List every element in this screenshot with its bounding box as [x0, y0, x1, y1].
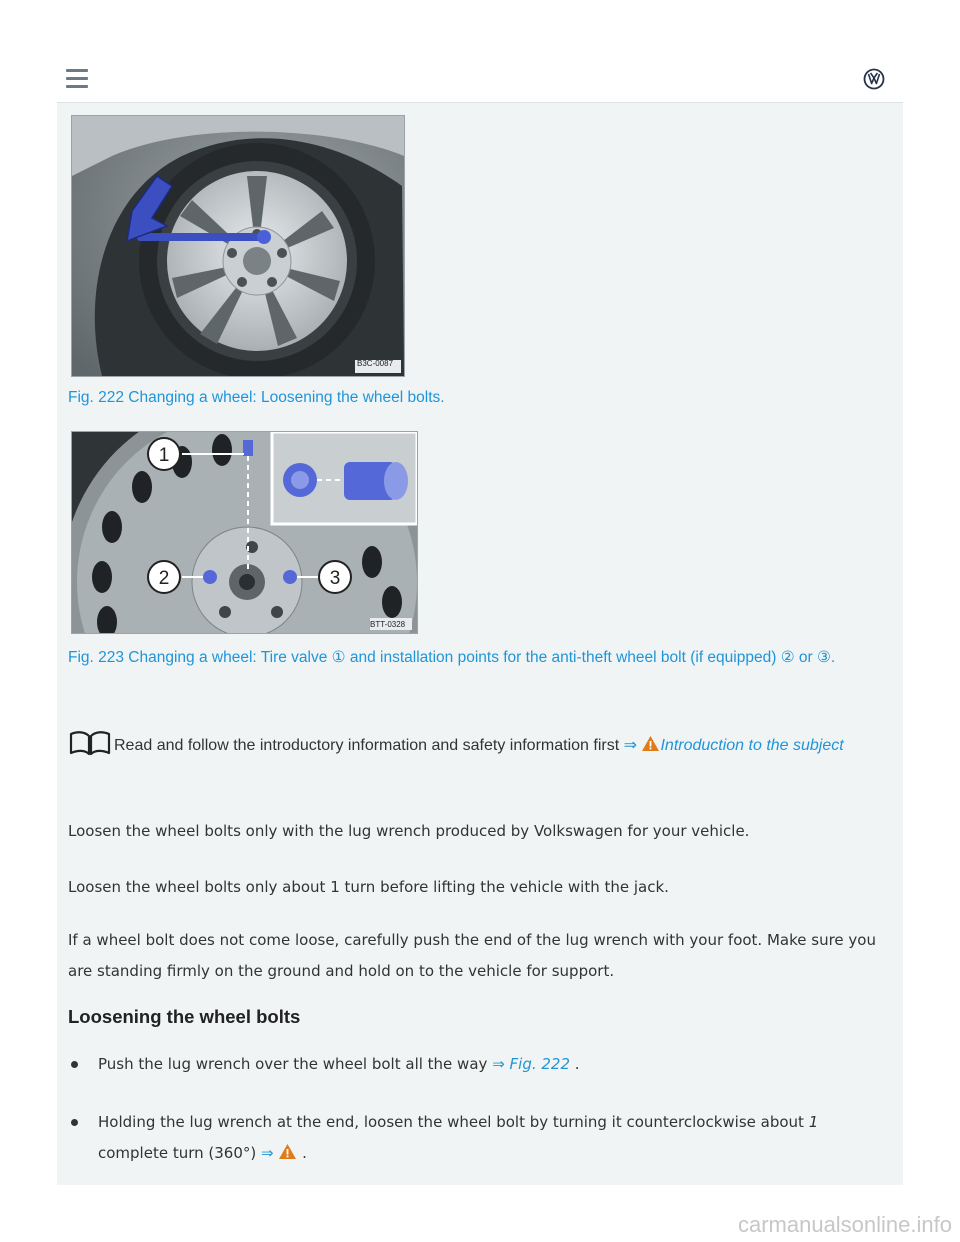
step-end: . [302, 1144, 307, 1162]
intro-notice [68, 730, 888, 760]
wheel-loosening-illustration [72, 116, 404, 376]
step-emphasis: 1 [808, 1113, 819, 1131]
top-bar [57, 56, 903, 103]
callout-3: 3 [329, 568, 341, 589]
warning-triangle-icon [641, 735, 660, 752]
step-text: Holding the lug wrench at the end, loosen the wheel bolt by turning it counterclockwise about [98, 1113, 804, 1131]
caption-text: Fig. 223 Changing a wheel: Tire valve [68, 649, 332, 666]
figure-223-code: BTT-0328 [370, 620, 406, 629]
bullet-dot [71, 1061, 78, 1068]
intro-text: Read and follow the introductory information and safety information first [114, 737, 620, 754]
warning-arrow[interactable]: ⇒ [261, 1144, 274, 1162]
figure-222-code: B3C-0087 [357, 359, 394, 368]
step-text: Push the lug wrench over the wheel bolt all the way [98, 1055, 488, 1073]
list-item [71, 1049, 871, 1080]
figure-222-caption: Fig. 222 Changing a wheel: Loosening the wheel bolts. [68, 389, 445, 406]
figure-223-caption [68, 649, 868, 666]
watermark: carmanualsonline.info [737, 1212, 952, 1237]
figure-222-image [71, 115, 405, 377]
section-heading: Loosening the wheel bolts [68, 1006, 301, 1027]
bullet-dot [71, 1119, 78, 1126]
introduction-link[interactable]: Introduction to the subject [660, 737, 844, 754]
vw-logo-icon[interactable] [863, 68, 885, 90]
warning-triangle-icon[interactable] [278, 1143, 297, 1160]
intro-arrow: ⇒ [623, 737, 638, 754]
list-item [71, 1107, 871, 1169]
figure-223-image [71, 431, 418, 634]
step-end: . [574, 1055, 580, 1073]
content-panel [57, 103, 903, 1185]
open-book-icon [68, 730, 112, 756]
paragraph-lug-wrench: Loosen the wheel bolts only with the lug wrench produced by Volkswagen for your vehicle. [68, 822, 750, 840]
callout-2: 2 [158, 568, 170, 589]
step-text: complete turn (360°) [98, 1144, 257, 1162]
caption-marker-3: ③ [817, 649, 831, 666]
caption-marker-2: ② [780, 649, 795, 666]
hamburger-menu-icon[interactable] [66, 69, 88, 89]
paragraph-push-foot: If a wheel bolt does not come loose, carefully push the end of the lug wrench with your foot. Make sure you are standing firmly on the ground and hold on to the vehicle for support. [68, 931, 876, 980]
caption-text: or [794, 649, 818, 666]
caption-text: and installation points for the anti-theft wheel bolt (if equipped) [345, 649, 781, 666]
callout-1: 1 [158, 445, 170, 466]
caption-text: . [830, 649, 836, 666]
fig-222-link[interactable]: ⇒ Fig. 222 [492, 1055, 571, 1073]
paragraph-one-turn: Loosen the wheel bolts only about 1 turn before lifting the vehicle with the jack. [68, 878, 669, 896]
steel-wheel-illustration [72, 432, 417, 633]
caption-marker-1: ① [331, 649, 346, 666]
